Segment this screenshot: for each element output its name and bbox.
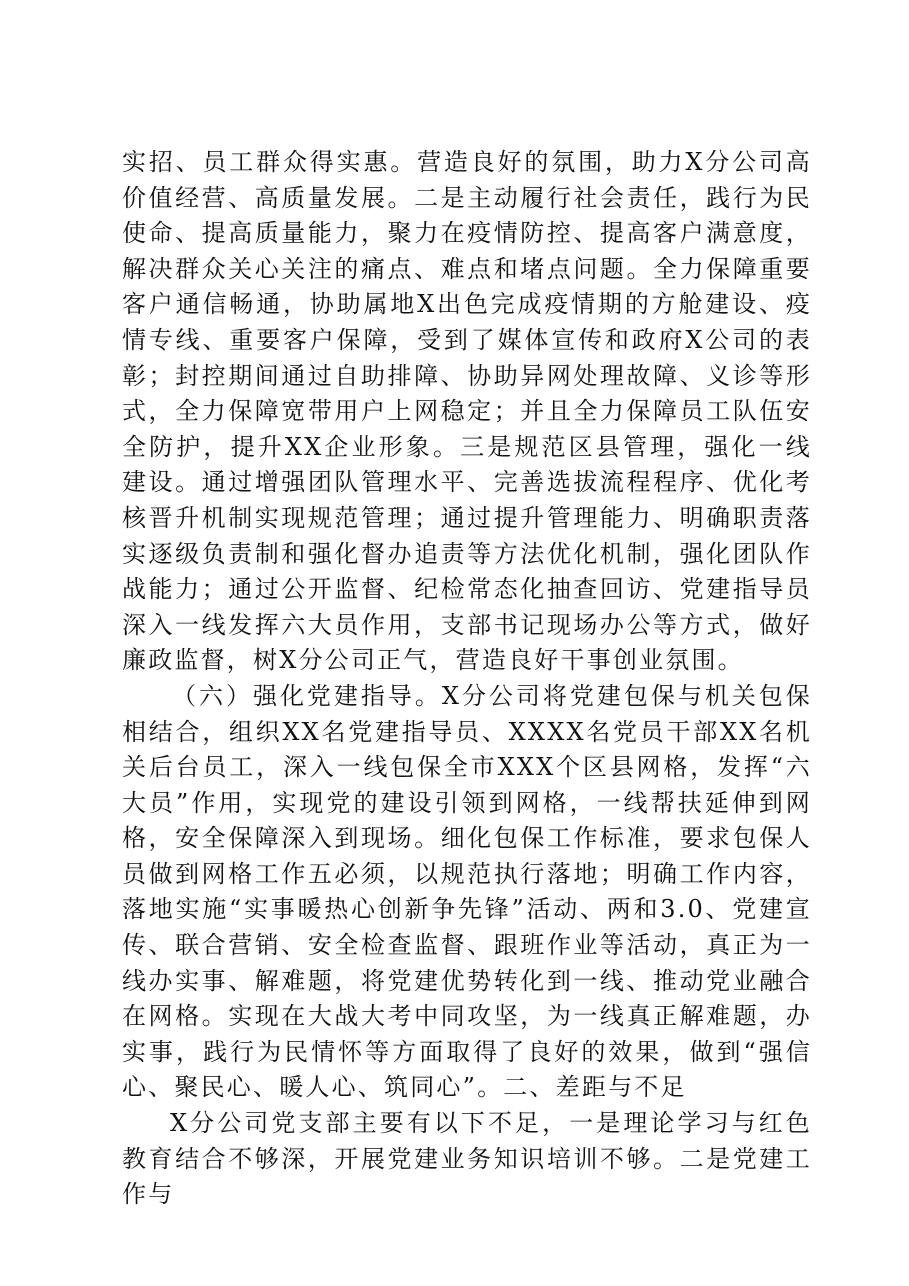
paragraph-2: （六）强化党建指导。X分公司将党建包保与机关包保相结合，组织XX名党建指导员、XXXX名党员干部XX名机关后台员工，深入一线包保全市XXX个区县网格，发挥“六大员”作用，实现党的建设引领到网格，一线帮扶延伸到网格，安全保障深入到现场。细化包保工作标准，要求包保人员做到网格工作五必须，以规范执行落地；明确工作内容，落地实施“实事暖热心创新争先锋”活动、两和3.0、党建宣传、联合营销、安全检查监督、跟班作业等活动，真正为一线办实事、解难题，将党建优势转化到一线、推动党业融合在网格。实现在大战大考中同攻坚，为一线真正解难题，办实事，践行为民情怀等方面取得了良好的效果，做到“强信心、聚民心、暖人心、筑同心”。二、差距与不足 [122, 681, 812, 1102]
paragraph-1: 实招、员工群众得实惠。营造良好的氛围，助力X分公司高价值经营、高质量发展。二是主动履行社会责任，践行为民使命、提高质量能力，聚力在疫情防控、提高客户满意度，解决群众关心关注的痛点、难点和堵点问题。全力保障重要客户通信畅通，协助属地X出色完成疫情期的方舱建设、疫情专线、重要客户保障，受到了媒体宣传和政府X公司的表彰；封控期间通过自助排障、协助异网处理故障、义诊等形式，全力保障宽带用户上网稳定；并且全力保障员工队伍安全防护，提升XX企业形象。三是规范区县管理，强化一线建设。通过增强团队管理水平、完善选拔流程程序、优化考核晋升机制实现规范管理；通过提升管理能力、明确职责落实逐级负责制和强化督办追责等方法优化机制，强化团队作战能力；通过公开监督、纪检常态化抽查回访、党建指导员深入一线发挥六大员作用，支部书记现场办公等方式，做好廉政监督，树X分公司正气，营造良好干事创业氛围。 [122, 148, 812, 675]
paragraph-3: X分公司党支部主要有以下不足，一是理论学习与红色教育结合不够深，开展党建业务知识培训不够。二是党建工作与 [122, 1109, 812, 1209]
document-body [122, 145, 812, 1213]
